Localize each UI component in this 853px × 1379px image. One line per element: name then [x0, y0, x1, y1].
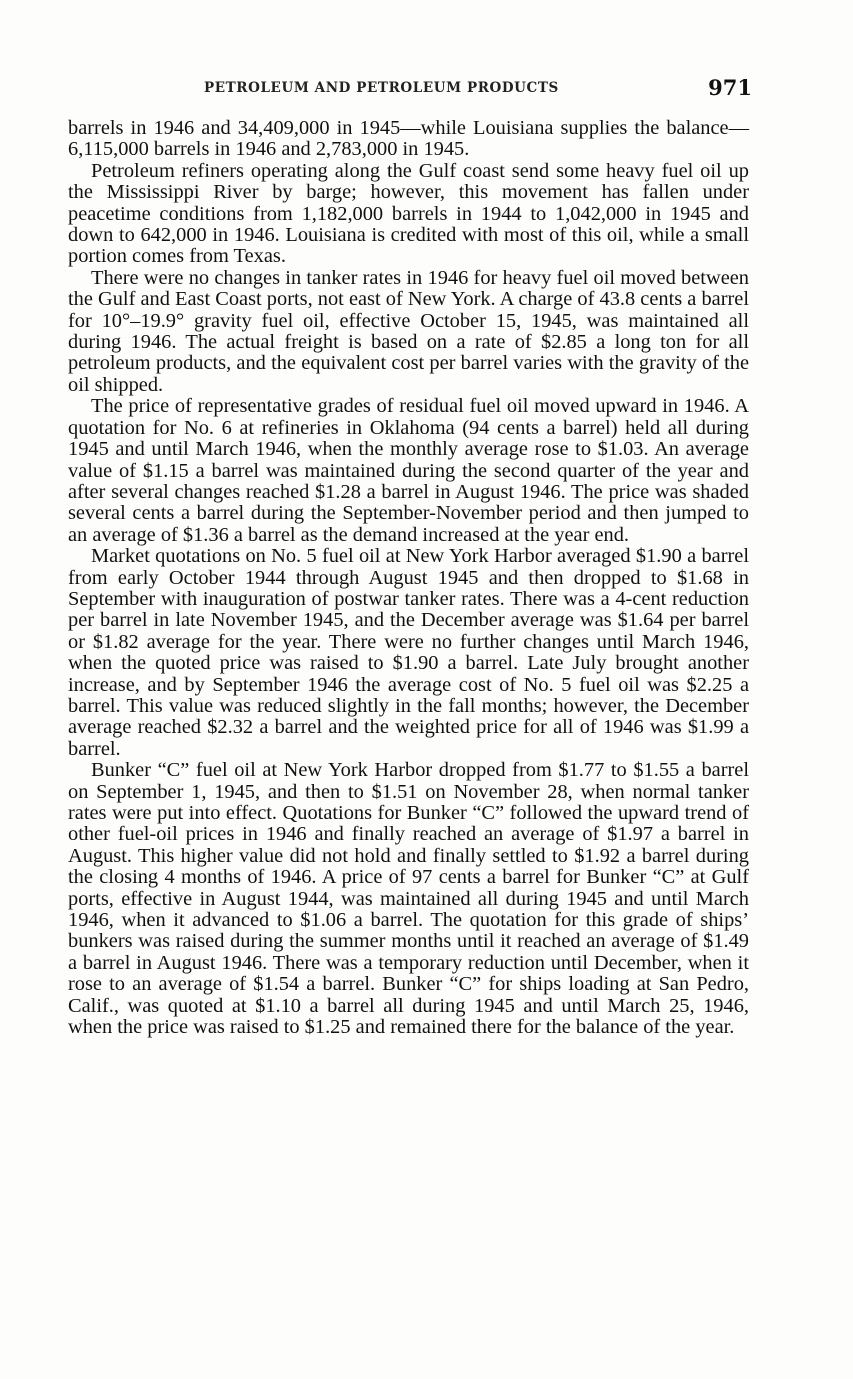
- paragraph-residual-fuel-prices: The price of representative grades of residual fuel oil moved upward in 1946. A quotation for No. 6 at refineries in Oklahoma (94 cents a barrel) held all during 1945 and until March 1946, when the monthly average rose to $1.03. An average value of $1.15 a barrel was maintained during the second quarter of the year and after several changes reached $1.28 a barrel in August 1946. The price was shaded several cents a barrel during the September-November period and then jumped to an average of $1.36 a barrel as the demand increased at the year end.: [68, 395, 749, 546]
- paragraph-tanker-rates: There were no changes in tanker rates in 1946 for heavy fuel oil moved between the Gulf and East Coast ports, not east of New York. A charge of 43.8 cents a barrel for 10°–19.9° gravity fuel oil, effective October 15, 1945, was maintained all during 1946. The actual freight is based on a rate of $2.85 a long ton for all petroleum products, and the equivalent cost per barrel varies with the gravity of the oil shipped.: [68, 266, 749, 396]
- running-header: [72, 76, 752, 104]
- running-title: PETROLEUM AND PETROLEUM PRODUCTS: [204, 80, 559, 96]
- body-text: [68, 118, 749, 1038]
- paragraph-continued: barrels in 1946 and 34,409,000 in 1945—while Louisiana supplies the balance—6,115,000 barrels in 1946 and 2,783,000 in 1945.: [68, 117, 749, 161]
- paragraph-barge-shipments: Petroleum refiners operating along the Gulf coast send some heavy fuel oil up the Mississippi River by barge; however, this movement has fallen under peacetime conditions from 1,182,000 barrels in 1944 to 1,042,000 in 1945 and down to 642,000 in 1946. Louisiana is credited with most of this oil, while a small portion comes from Texas.: [68, 159, 749, 268]
- paragraph-bunker-c: Bunker “C” fuel oil at New York Harbor dropped from $1.77 to $1.55 a barrel on September 1, 1945, and then to $1.51 on November 28, when normal tanker rates were put into effect. Quotations for Bunker “C” followed the upward trend of other fuel-oil prices in 1946 and finally reached an average of $1.97 a barrel in August. This higher value did not hold and finally settled to $1.92 a barrel during the closing 4 months of 1946. A price of 97 cents a barrel for Bunker “C” at Gulf ports, effective in August 1944, was maintained all during 1945 and until March 1946, when it advanced to $1.06 a barrel. The quotation for this grade of ships’ bunkers was raised during the summer months until it reached an average of $1.49 a barrel in August 1946. There was a temporary reduction until December, when it rose to an average of $1.54 a barrel. Bunker “C” for ships loading at San Pedro, Calif., was quoted at $1.10 a barrel all during 1945 and until March 25, 1946, when the price was raised to $1.25 and remained there for the balance of the year.: [68, 759, 749, 1039]
- page-number: 971: [708, 75, 752, 100]
- paragraph-no5-fuel-oil: Market quotations on No. 5 fuel oil at New York Harbor averaged $1.90 a barrel from early October 1944 through August 1945 and then dropped to $1.68 in September with inauguration of postwar tanker rates. There was a 4-cent reduction per barrel in late November 1945, and the December average was $1.64 per barrel or $1.82 average for the year. There were no further changes until March 1946, when the quoted price was raised to $1.90 a barrel. Late July brought another increase, and by September 1946 the average cost of No. 5 fuel oil was $2.25 a barrel. This value was reduced slightly in the fall months; however, the December average reached $2.32 a barrel and the weighted price for all of 1946 was $1.99 a barrel.: [68, 545, 749, 760]
